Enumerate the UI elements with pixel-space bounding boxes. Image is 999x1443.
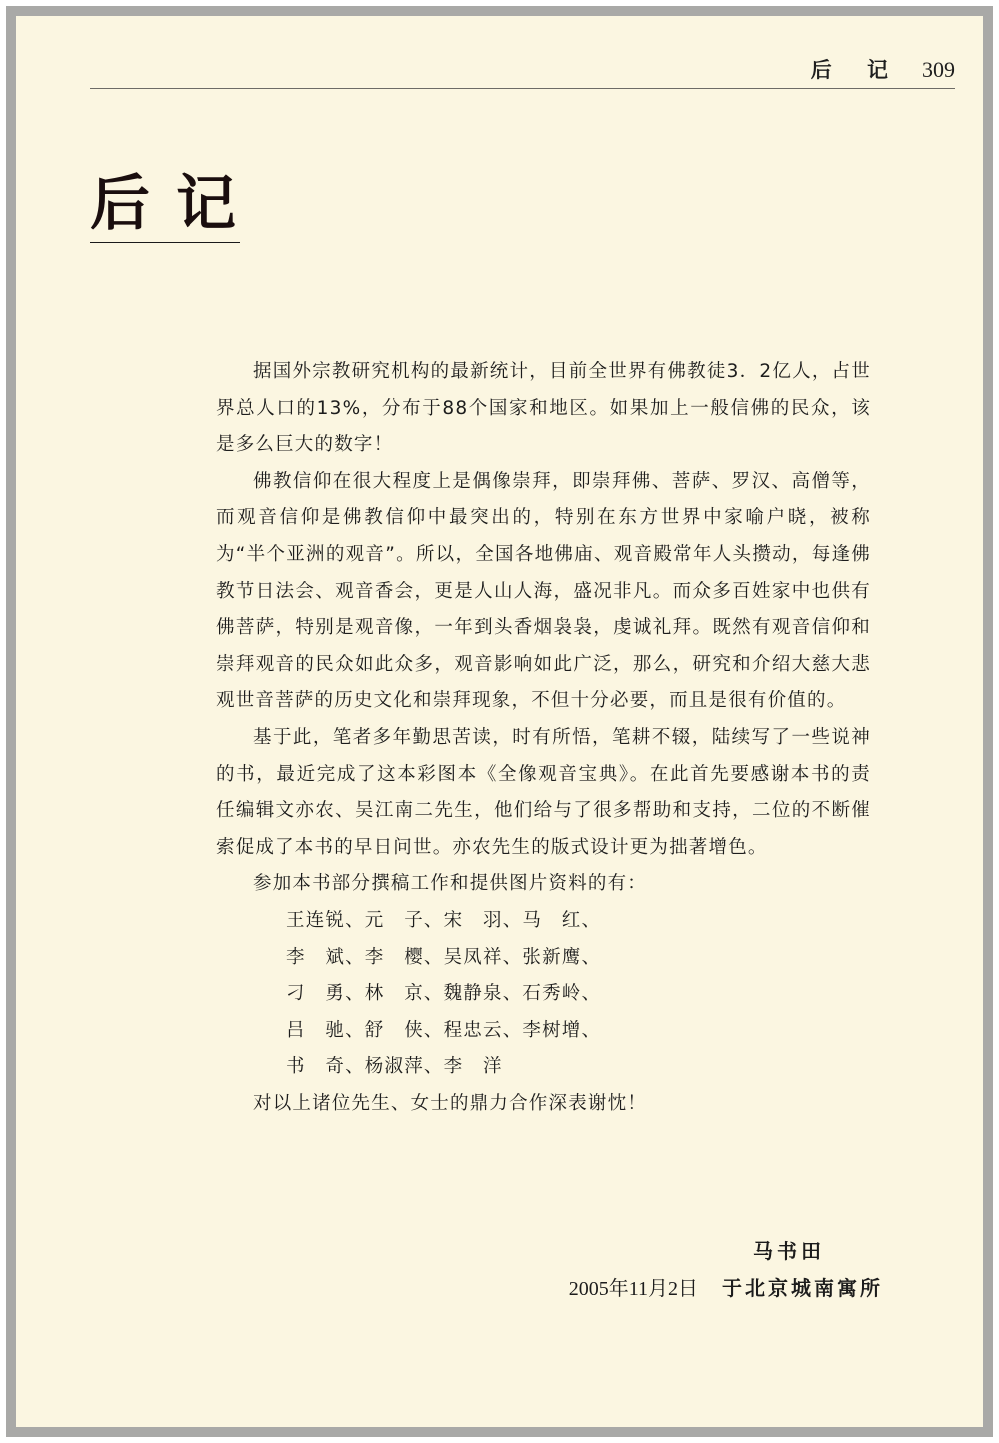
running-head-title: 后 记 — [810, 58, 902, 82]
chapter-title: 后记 — [90, 174, 240, 243]
contributor-line: 书 奇、杨淑萍、李 洋 — [286, 1056, 503, 1078]
running-head — [811, 54, 955, 84]
paragraph-contributors-intro: 参加本书部分撰稿工作和提供图片资料的有： — [253, 873, 648, 895]
contributor-line: 刁 勇、林 京、魏静泉、石秀岭、 — [286, 983, 602, 1005]
closing-thanks: 对以上诸位先生、女士的鼎力合作深表谢忱！ — [253, 1092, 648, 1114]
contributor-line: 吕 驰、舒 侠、程忠云、李树增、 — [286, 1019, 602, 1041]
date-place-line — [569, 1269, 883, 1308]
signature-place: 于北京城南寓所 — [722, 1276, 883, 1300]
contributor-line: 李 斌、李 樱、吴凤祥、张新鹰、 — [286, 946, 602, 968]
afterword-body — [216, 354, 871, 1122]
page-frame — [6, 6, 993, 1437]
page-number: 309 — [922, 57, 955, 82]
book-page — [16, 16, 983, 1427]
contributor-line: 王连锐、元 子、宋 羽、马 红、 — [286, 909, 602, 931]
signature-block — [569, 1233, 883, 1308]
author-name: 马书田 — [753, 1239, 825, 1263]
contributor-list — [286, 903, 871, 1086]
header-divider — [90, 88, 955, 89]
signature-date: 2005年11月2日 — [568, 1278, 698, 1300]
paragraph-3: 基于此，笔者多年勤思苦读，时有所悟，笔耕不辍，陆续写了一些说神的书，最近完成了这本彩图本《全像观音宝典》。在此首先要感谢本书的责任编辑文亦农、吴江南二先生，他们给与了很多帮助和支持，二位的不断催索促成了本书的早日问世。亦农先生的版式设计更为拙著增色。 — [216, 726, 871, 858]
paragraph-2: 佛教信仰在很大程度上是偶像崇拜，即崇拜佛、菩萨、罗汉、高僧等，而观音信仰是佛教信仰中最突出的，特别在东方世界中家喻户晓，被称为“半个亚洲的观音”。所以，全国各地佛庙、观音殿常年人头攒动，每逢佛教节日法会、观音香会，更是人山人海，盛况非凡。而众多百姓家中也供有佛菩萨，特别是观音像，一年到头香烟袅袅，虔诚礼拜。既然有观音信仰和崇拜观音的民众如此众多，观音影响如此广泛，那么，研究和介绍大慈大悲观世音菩萨的历史文化和崇拜现象，不但十分必要，而且是很有价值的。 — [216, 470, 871, 712]
paragraph-1: 据国外宗教研究机构的最新统计，目前全世界有佛教徒3．2亿人，占世界总人口的13%，分布于88个国家和地区。如果加上一般信佛的民众，该是多么巨大的数字！ — [216, 361, 871, 456]
